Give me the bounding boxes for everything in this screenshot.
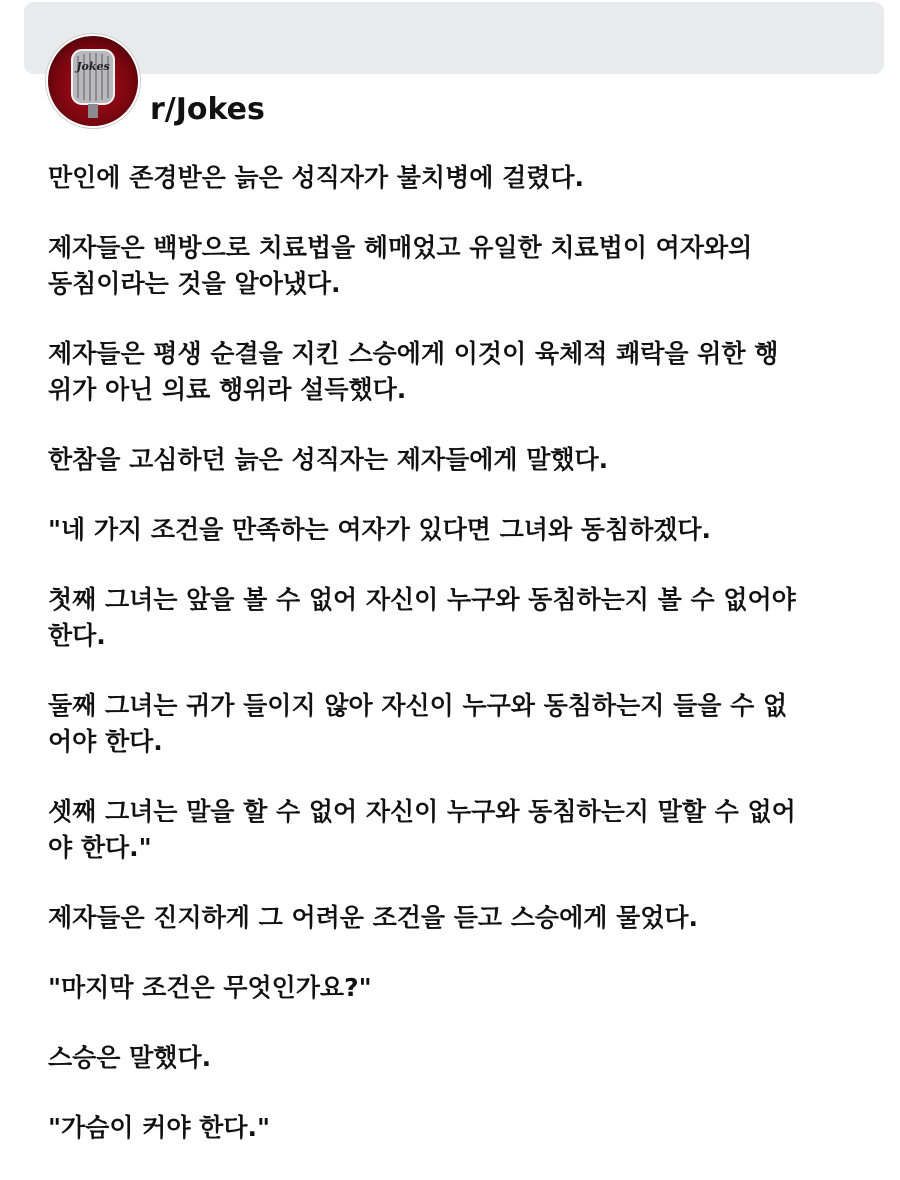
- subreddit-avatar[interactable]: [46, 34, 140, 128]
- post-paragraph: 제자들은 진지하게 그 어려운 조건을 듣고 스승에게 물었다.: [48, 903, 699, 932]
- post-paragraph: 둘째 그녀는 귀가 들이지 않아 자신이 누구와 동침하는지 들을 수 없 어야 한다.: [48, 691, 788, 756]
- post-paragraph: 스승은 말했다.: [48, 1043, 212, 1072]
- post-paragraph: 셋째 그녀는 말을 할 수 없어 자신이 누구와 동침하는지 말할 수 없어 야 한다.": [48, 797, 796, 862]
- post-paragraph: 한참을 고심하던 늙은 성직자는 제자들에게 말했다.: [48, 445, 609, 474]
- microphone-icon: [48, 36, 138, 126]
- post-paragraph: "마지막 조건은 무엇인가요?": [48, 973, 372, 1002]
- avatar-logo-text: Jokes: [76, 60, 110, 73]
- top-bar: [24, 2, 884, 74]
- post-paragraph: "네 가지 조건을 만족하는 여자가 있다면 그녀와 동침하겠다.: [48, 515, 712, 544]
- post-paragraph: 제자들은 백방으로 치료법을 헤매었고 유일한 치료법이 여자와의 동침이라는 것을 알아냈다.: [48, 233, 753, 298]
- post-paragraph: 첫째 그녀는 앞을 볼 수 없어 자신이 누구와 동침하는지 볼 수 없어야 한다.: [48, 585, 796, 650]
- post-paragraph: 만인에 존경받은 늙은 성직자가 불치병에 걸렸다.: [48, 163, 585, 192]
- subreddit-name[interactable]: r/Jokes: [150, 92, 265, 127]
- post-paragraph: "가슴이 커야 한다.": [48, 1113, 271, 1142]
- post-paragraph: 제자들은 평생 순결을 지킨 스승에게 이것이 육체적 쾌락을 위한 행 위가 아닌 의료 행위라 설득했다.: [48, 339, 779, 404]
- post-body: [48, 160, 878, 1180]
